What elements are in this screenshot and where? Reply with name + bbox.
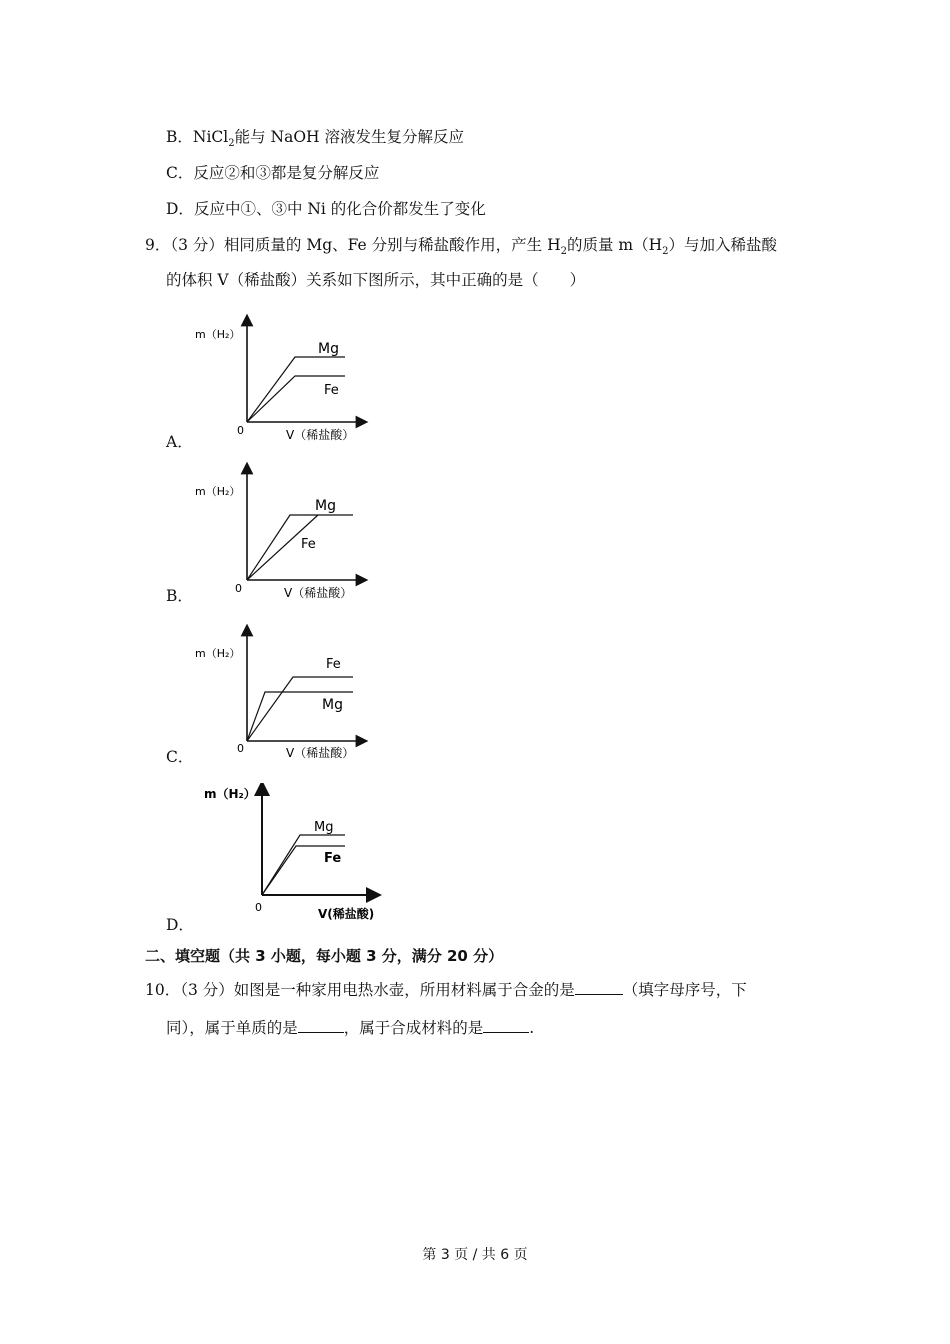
section-2-title: 二、填空题（共 3 小题，每小题 3 分，满分 20 分）: [145, 947, 504, 965]
answer-blank-2[interactable]: [298, 1018, 344, 1033]
origin-label: 0: [237, 742, 244, 755]
x-axis-label: V（稀盐酸）: [284, 586, 353, 600]
x-axis-label: V（稀盐酸）: [286, 428, 355, 442]
q8-option-d: D．反应中①、③中 Ni 的化合价都发生了变化: [166, 200, 486, 218]
page-footer: 第 3 页 / 共 6 页: [422, 1247, 528, 1263]
series-label-bottom: Fe: [324, 851, 342, 866]
q9-stem-line1: 9．（3 分）相同质量的 Mg、Fe 分别与稀盐酸作用，产生 $H_2$的质量 $m(H_2)$与加入稀盐酸: [145, 236, 778, 258]
series-label-top: Mg: [314, 820, 334, 835]
q9-stem-line2: 的体积 V（稀盐酸）关系如下图所示，其中正确的是（ ）: [166, 271, 586, 289]
y-axis-label: m（H₂）: [195, 328, 241, 341]
q8-option-c: C．反应②和③都是复分解反应: [166, 164, 380, 182]
q9-option-a-label: A．: [166, 433, 193, 451]
series-label-bottom: Fe: [324, 383, 339, 398]
y-axis-label: m（H₂）: [204, 787, 256, 801]
q8-option-b: B．NiCl$_2$能与 NaOH 溶液发生复分解反应: [166, 128, 464, 150]
origin-label: 0: [235, 582, 242, 595]
series-label-bottom: Mg: [322, 697, 343, 713]
answer-blank-1[interactable]: [575, 980, 623, 995]
origin-label: 0: [237, 424, 244, 437]
series-label-top: Mg: [318, 341, 339, 357]
x-axis-label: V(稀盐酸): [318, 907, 375, 921]
y-axis-label: m（H₂）: [195, 647, 241, 660]
series-label-top: Fe: [326, 657, 341, 672]
q9-option-c-graph: [190, 624, 380, 768]
q9-option-d-graph: [190, 783, 390, 932]
x-axis-label: V（稀盐酸）: [286, 746, 355, 760]
origin-label: 0: [255, 901, 262, 914]
series-label-top: Mg: [315, 498, 336, 514]
q9-option-a-graph: [190, 312, 380, 456]
q9-option-d-label: D．: [166, 916, 194, 934]
series-label-bottom: Fe: [301, 537, 316, 552]
q9-option-c-label: C．: [166, 748, 194, 766]
q10-stem-line2: 同），属于单质的是 ，属于合成材料的是 .: [166, 1019, 535, 1037]
q10-stem-line1: 10．（3 分）如图是一种家用电热水壶，所用材料属于合金的是 （填字母序号，下: [145, 981, 747, 999]
series-line-top: [247, 515, 353, 580]
q9-option-b-graph: [190, 462, 380, 606]
y-axis-label: m（H₂）: [195, 485, 241, 498]
q9-option-b-label: B．: [166, 587, 193, 605]
answer-blank-3[interactable]: [483, 1018, 529, 1033]
